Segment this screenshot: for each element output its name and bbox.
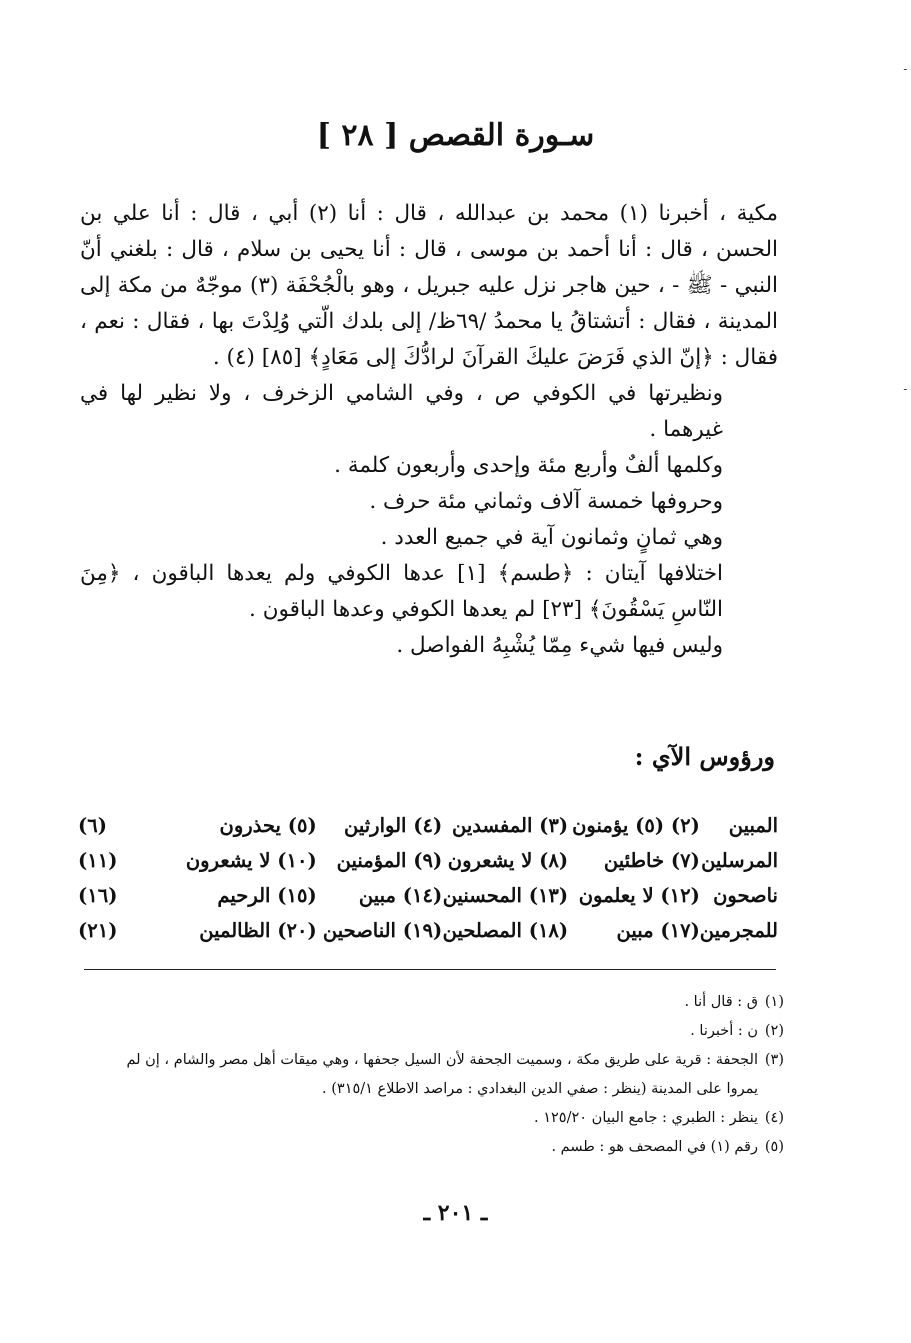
body-paragraph: ونظيرتها في الكوفي ص ، وفي الشامي الزخرف ، ولا نظير لها في غيرهما . [80, 381, 723, 442]
ayah-ending-cell: (١٧) مبين [616, 919, 700, 942]
footnote-text: ينظر : الطبري : جامع البيان ١٢٥/٢٠ . [534, 1110, 758, 1126]
table-row [78, 808, 778, 843]
body-paragraph: وحروفها خمسة آلاف وثماني مئة حرف . [369, 489, 723, 514]
ayah-ending-cell: (١٨) المصلحين [442, 919, 569, 942]
footnotes [78, 988, 784, 1162]
table-row [78, 878, 778, 913]
body-paragraph: اختلافها آيتان : ﴿طسم﴾ [١] عدها الكوفي ولم يعدها الباقون ، ﴿مِنَ النّاسِ يَسْقُونَ﴾ [٢٣] لم يعدها الكوفي وعدها الباقون . [80, 561, 723, 622]
footnote [78, 1017, 784, 1046]
footnote [78, 1133, 784, 1162]
page-number: ـ ٢٠١ ـ [423, 1200, 488, 1226]
margin-mark: - [901, 62, 909, 76]
ayah-ending-cell: (٢) (٥) يؤمنون [572, 814, 700, 837]
ayat-endings-table [78, 808, 778, 948]
footnote [78, 1104, 784, 1133]
body-paragraph: مكية ، أخبرنا (١) محمد بن عبدالله ، قال : أنا (٢) أبي ، قال : أنا علي بن الحسن ، قال : أنا أحمد بن موسى ، قال : أنا يحيى بن سلام ، قال : بلغني أنّ النبي - ﷺ - ، حين هاجر نزل عليه جبريل ، وهو بالْجُحْفَة (٣) موجّهٌ من مكة إلى المدينة ، فقال : أتشتاقُ يا محمدُ /٦٩ظ/ إلى بلدك الّتي وُلِدْتَ بها ، فقال : نعم ، فقال : ﴿إنّ الذي فَرَضَ عليكَ القرآنَ لرادُّكَ إلى مَعَادٍ﴾ [٨٥] (٤) . [80, 201, 778, 370]
footnote-number: (٣) [764, 1052, 784, 1068]
footnote-number: (١) [764, 994, 784, 1010]
ayah-ending-cell: (١٠) لا يشعرون [185, 849, 317, 872]
footnote-divider [84, 969, 776, 970]
ayah-ending-cell: (٦) [78, 814, 107, 837]
footnote-text: ق : قال أنا . [684, 994, 758, 1010]
ayah-ending-cell: (١٦) [78, 884, 118, 907]
table-row [78, 913, 778, 948]
ayah-ending-cell: (٢١) [78, 919, 118, 942]
ayah-ending-cell: المبين [728, 814, 778, 837]
ayah-ending-cell: (١٣) المحسنين [442, 884, 569, 907]
ayah-ending-cell: (٧) خاطئين [603, 849, 700, 872]
ayat-heading: ورؤوس الآي : [634, 742, 775, 771]
footnote-text: ن : أخبرنا . [690, 1023, 758, 1039]
footnote-number: (٢) [764, 1023, 784, 1039]
footnote-text: الجحفة : قرية على طريق مكة ، وسميت الجحفة لأن السيل جحفها ، وهي ميقات أهل مصر والشام ، إن لم [126, 1052, 758, 1068]
body-paragraph: وكلمها ألفٌ وأربع مئة وإحدى وأربعون كلمة . [334, 453, 723, 478]
body-paragraph: وهي ثمانٍ وثمانون آية في جميع العدد . [380, 525, 723, 550]
ayah-ending-cell: (١٢) لا يعلمون [578, 884, 700, 907]
ayah-ending-cell: (٩) المؤمنين [336, 849, 443, 872]
ayah-ending-cell: (٢٠) الظالمين [199, 919, 317, 942]
footnote-number: (٤) [764, 1110, 784, 1126]
ayah-ending-cell: المرسلين [701, 849, 778, 872]
ayah-ending-cell: (١٤) مبين [358, 884, 443, 907]
ayah-ending-cell: للمجرمين [699, 919, 778, 942]
ayah-ending-cell: (٤) الوارثين [344, 814, 443, 837]
footnote-text: رقم (١) في المصحف هو : طسم . [551, 1139, 758, 1155]
ayah-ending-cell: (٨) لا يشعرون [447, 849, 569, 872]
body-paragraph: وليس فيها شيء مِمّا يُشْبِهُ الفواصل . [396, 633, 723, 658]
ayah-ending-cell: (٣) المفسدين [451, 814, 569, 837]
ayah-ending-cell: (٥) يحذرون [219, 814, 317, 837]
body-text [80, 196, 778, 664]
footnote-continuation: يمروا على المدينة (ينظر : صفي الدين البغدادي : مراصد الاطلاع ٣١٥/١) . [322, 1081, 758, 1097]
footnote-number: (٥) [764, 1139, 784, 1155]
ayah-ending-cell: (١١) [78, 849, 118, 872]
footnote [78, 1046, 784, 1104]
footnote [78, 988, 784, 1017]
ayah-ending-cell: ناصحون [713, 884, 778, 907]
surah-title: سـورة القصص [ ٢٨ ] [316, 118, 595, 153]
ayah-ending-cell: (١٩) الناصحين [322, 919, 443, 942]
ayah-ending-cell: (١٥) الرحيم [217, 884, 317, 907]
table-row [78, 843, 778, 878]
margin-mark: - [901, 382, 909, 396]
